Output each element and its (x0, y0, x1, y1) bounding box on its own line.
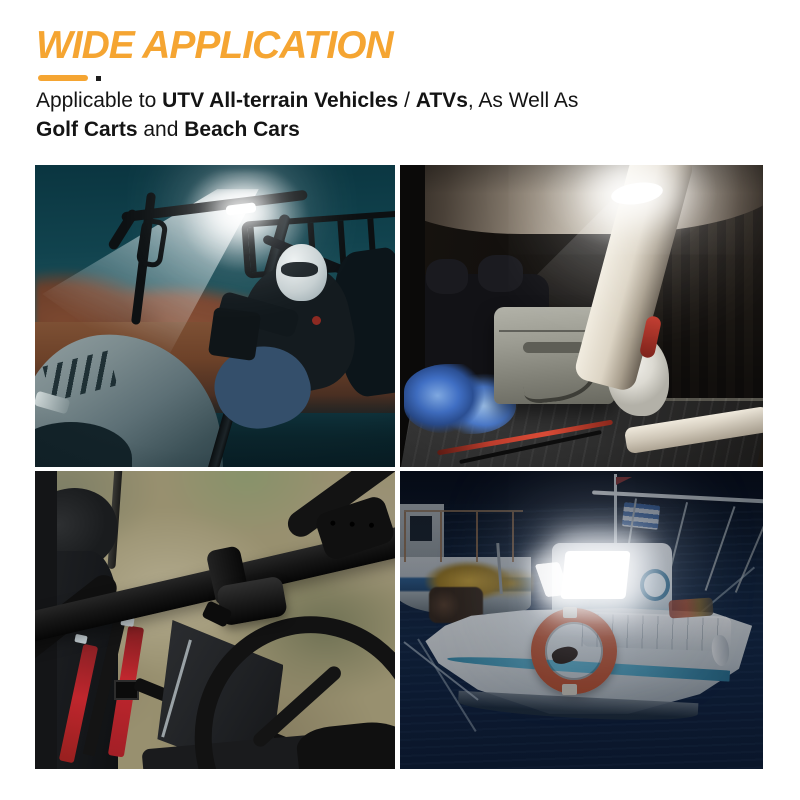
accent-underline-bar (38, 75, 88, 81)
vignette (400, 165, 763, 467)
photo-boat-night (400, 471, 763, 769)
photo-clamp-mount (35, 471, 395, 769)
accent-dot (96, 76, 101, 81)
vignette (35, 165, 395, 467)
page-title: WIDE APPLICATION (36, 24, 393, 67)
subtitle (36, 87, 656, 144)
lit-cabin-window (561, 551, 631, 599)
subtitle-text: Applicable to (36, 89, 163, 112)
photo-utv-desert (35, 165, 395, 467)
subtitle-text-3: and (137, 117, 185, 141)
subtitle-bold-golf-carts: Golf Carts (36, 117, 138, 141)
subtitle-bold-atvs: ATVs (415, 89, 468, 112)
photo-suv-trunk (400, 165, 763, 467)
subtitle-bold-beach-cars: Beach Cars (184, 117, 300, 141)
subtitle-text-2: , As Well As (467, 89, 579, 112)
subtitle-slash: / (398, 89, 416, 112)
photo-grid (35, 165, 763, 769)
subtitle-bold-utv: UTV All-terrain Vehicles (162, 89, 399, 112)
